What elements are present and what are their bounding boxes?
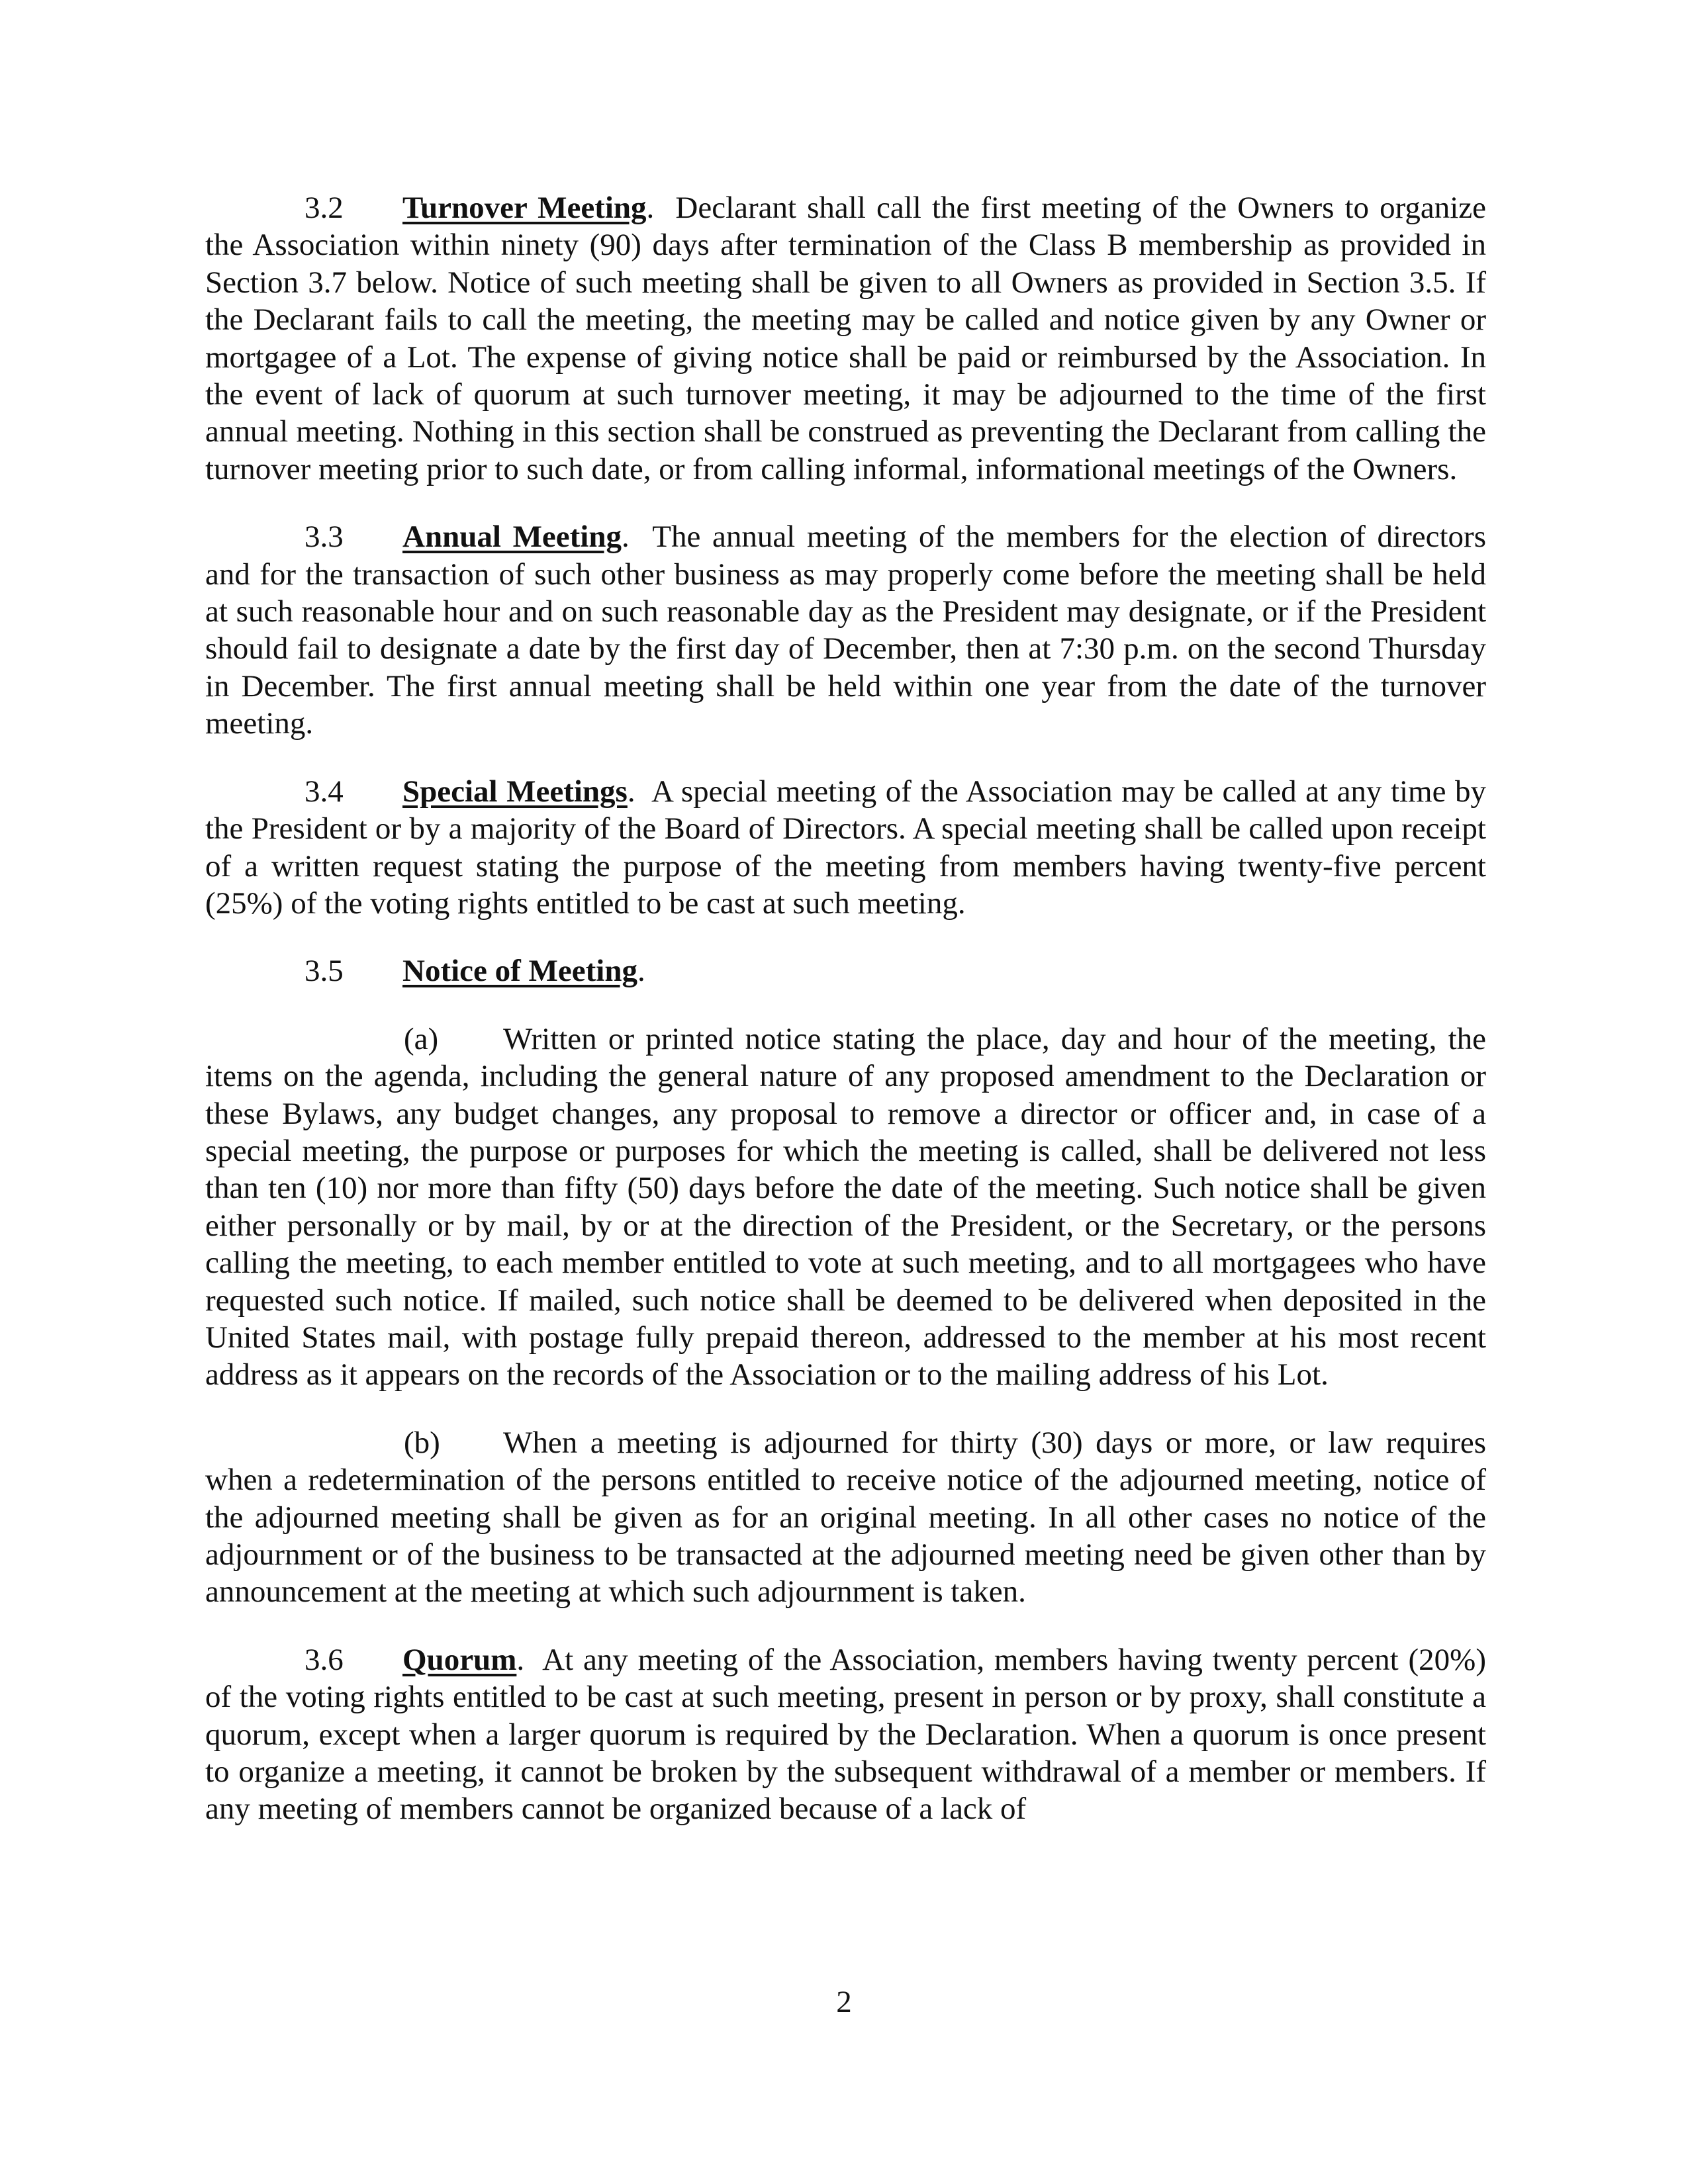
heading-period: .	[622, 520, 630, 555]
section-number: 3.6	[305, 1642, 344, 1677]
section-text: At any meeting of the Association, members having twenty percent (20%) of the voting rights entitled to be cast at such meeting, present in person or by proxy, shall constitute a quorum, except when a larger quorum is required by the Declaration. When a quorum is once present to organize a meeting, it cannot be broken by the subsequent withdrawal of a member or members. If any meeting of members cannot be organized because of a lack of	[205, 1642, 1486, 1827]
heading-period: .	[646, 191, 655, 225]
subsection-text: Written or printed notice stating the place, day and hour of the meeting, the items on the agenda, including the general nature of any proposed amendment to the Declaration or these Bylaws, any budget changes, any proposal to remove a director or officer and, in case of a special meeting, the purpose or purposes for which the meeting is called, shall be delivered not less than ten (10) nor more than fifty (50) days before the date of the meeting. Such notice shall be given either personally or by mail, by or at the direction of the President, or the Secretary, or the persons calling the meeting, to each member entitled to vote at such meeting, and to all mortgagees who have requested such notice. If mailed, such notice shall be deemed to be delivered when deposited in the United States mail, with postage fully prepaid thereon, addressed to the member at his most recent address as it appears on the records of the Association or to the mailing address of his Lot.	[205, 1021, 1486, 1392]
subsection-letter: (b)	[404, 1425, 440, 1460]
subsection-a	[205, 1021, 1486, 1394]
section-3-4	[205, 773, 1486, 923]
subsection-text: When a meeting is adjourned for thirty (30) days or more, or law requires when a redetermination of the persons entitled to receive notice of the adjourned meeting, notice of the adjourned meeting shall be given as for an original meeting. In all other cases no notice of the adjournment or of the business to be transacted at the adjourned meeting need be given other than by announcement at the meeting at which such adjournment is taken.	[205, 1425, 1486, 1610]
section-number: 3.3	[305, 520, 344, 555]
heading-period: .	[516, 1642, 525, 1677]
section-heading: Quorum	[402, 1642, 517, 1677]
section-3-3	[205, 518, 1486, 742]
section-text: The annual meeting of the members for the election of directors and for the transaction of such other business as may properly come before the meeting shall be held at such reasonable hour and on such reasonable day as the President may designate, or if the President should fail to designate a date by the first day of December, then at 7:30 p.m. on the second Thursday in December. The first annual meeting shall be held within one year from the date of the turnover meeting.	[205, 520, 1486, 741]
section-3-2	[205, 189, 1486, 488]
heading-period: .	[627, 774, 635, 809]
section-heading: Special Meetings	[402, 774, 628, 809]
section-heading: Annual Meeting	[402, 520, 622, 555]
section-3-5	[205, 952, 1486, 989]
subsection-letter: (a)	[404, 1021, 439, 1056]
subsection-b	[205, 1424, 1486, 1611]
heading-period: .	[637, 954, 645, 989]
section-number: 3.5	[305, 954, 344, 989]
document-body	[205, 189, 1486, 1828]
section-3-6	[205, 1641, 1486, 1828]
section-number: 3.2	[305, 191, 344, 225]
section-number: 3.4	[305, 774, 344, 809]
section-text: Declarant shall call the first meeting of the Owners to organize the Association within ninety (90) days after termination of the Class B membership as provided in Section 3.7 below. Notice of such meeting shall be given to all Owners as provided in Section 3.5. If the Declarant fails to call the meeting, the meeting may be called and notice given by any Owner or mortgagee of a Lot. The expense of giving notice shall be paid or reimbursed by the Association. In the event of lack of quorum at such turnover meeting, it may be adjourned to the time of the first annual meeting. Nothing in this section shall be construed as preventing the Declarant from calling the turnover meeting prior to such date, or from calling informal, informational meetings of the Owners.	[205, 191, 1487, 486]
section-heading: Notice of Meeting	[402, 954, 637, 989]
page-number: 2	[836, 1985, 852, 2019]
section-heading: Turnover Meeting	[402, 191, 647, 225]
section-text: A special meeting of the Association may be called at any time by the President or by a majority of the Board of Directors. A special meeting shall be called upon receipt of a written request stating the purpose of the meeting from members having twenty-five percent (25%) of the voting rights entitled to be cast at such meeting.	[205, 774, 1486, 921]
